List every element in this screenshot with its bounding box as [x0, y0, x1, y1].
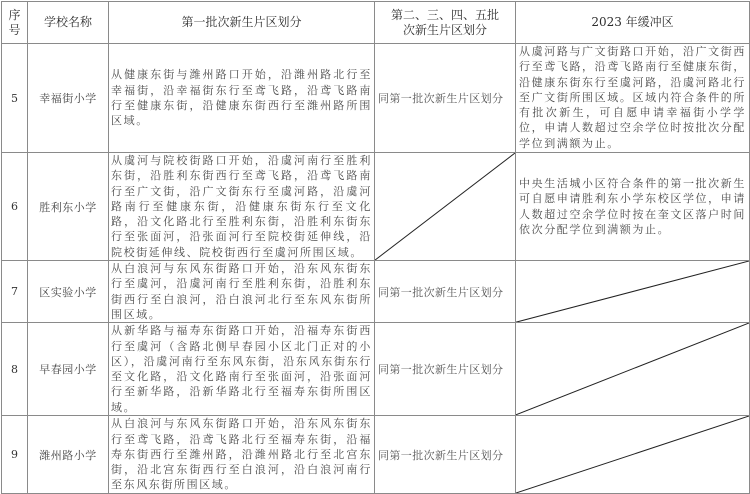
diagonal-slash — [516, 261, 749, 322]
table-row — [2, 416, 750, 494]
header-seq: 序号 — [2, 2, 28, 44]
header-school: 学校名称 — [28, 2, 109, 44]
table-row — [2, 261, 750, 323]
table-row — [2, 44, 750, 153]
batch1-area: 从健康东街与潍州路口开始，沿潍州路北行至幸福街，沿幸福街东行至鸢飞路，沿鸢飞路南行至健康东街，沿健康东街西行至潍州路所围区域。 — [109, 44, 375, 153]
school-name: 区实验小学 — [28, 261, 109, 323]
row-seq: 8 — [2, 323, 28, 416]
batch2to5-area-empty — [375, 153, 516, 261]
school-district-table — [1, 1, 750, 494]
buffer-zone: 中央生活城小区符合条件的第一批次新生可自愿申请胜利东小学东校区学位，申请人数超过空余学位时按在奎文区落户时间依次分配学位到满额为止。 — [516, 153, 750, 261]
diagonal-slash — [516, 323, 749, 415]
batch2to5-area: 同第一批次新生片区划分 — [375, 44, 516, 153]
batch1-area: 从虞河与院校街路口开始，沿虞河南行至胜利东街，沿胜利东街西行至鸢飞路，沿鸢飞路南行至广文街，沿广文街东行至虞河路，沿虞河路南行至健康东街，沿健康东街东行至文化路，沿文化路北行至胜利东街，沿胜利东街东行至张面河，沿张面河行至院校街延伸线，沿院校街延伸线、院校街西行至虞河所围区域。 — [109, 153, 375, 261]
header-buffer-2023: 2023 年缓冲区 — [516, 2, 750, 44]
buffer-zone: 从虞河路与广文街路口开始，沿广文街西行至鸢飞路，沿鸢飞路南行至健康东街，沿健康东街东行至虞河路，沿虞河路北行至广文街所围区域。区域内符合条件的所有批次新生，可自愿申请幸福街小学学位，申请人数超过空余学位时按批次分配学位到满额为止。 — [516, 44, 750, 153]
batch2to5-area: 同第一批次新生片区划分 — [375, 323, 516, 416]
diagonal-slash — [516, 416, 749, 493]
row-seq: 5 — [2, 44, 28, 153]
row-seq: 6 — [2, 153, 28, 261]
school-name: 潍州路小学 — [28, 416, 109, 494]
diagonal-slash — [375, 153, 515, 260]
school-name: 早春园小学 — [28, 323, 109, 416]
header-batch1: 第一批次新生片区划分 — [109, 2, 375, 44]
batch1-area: 从新华路与福寿东街路口开始，沿福寿东街西行至虞河（含路北侧早春园小区北门正对的小区），沿虞河南行至东风东街，沿东风东街东行至文化路，沿文化路南行至张面河，沿张面河行至新华路，沿新华路北行至福寿东街所围区域。 — [109, 323, 375, 416]
header-batch2to5: 第二、三、四、五批次新生片区划分 — [375, 2, 516, 44]
row-seq: 9 — [2, 416, 28, 494]
row-seq: 7 — [2, 261, 28, 323]
batch2to5-area: 同第一批次新生片区划分 — [375, 261, 516, 323]
table-row — [2, 323, 750, 416]
buffer-zone-empty — [516, 323, 750, 416]
buffer-zone-empty — [516, 261, 750, 323]
school-name: 胜利东小学 — [28, 153, 109, 261]
buffer-zone-empty — [516, 416, 750, 494]
table-row — [2, 153, 750, 261]
batch1-area: 从白浪河与东风东街路口开始，沿东风东街东行至鸢飞路，沿鸢飞路北行至福寿东街，沿福寿东街西行至潍州路，沿潍州路北行至北宫东街，沿北宫东街西行至白浪河，沿白浪河南行至东风东街所围区域。 — [109, 416, 375, 494]
batch1-area: 从白浪河与东风东街路口开始，沿东风东街东行至虞河，沿虞河南行至胜利东街，沿胜利东街西行至白浪河，沿白浪河北行至东风东街所围区域。 — [109, 261, 375, 323]
school-name: 幸福街小学 — [28, 44, 109, 153]
header-row — [2, 2, 750, 44]
batch2to5-area: 同第一批次新生片区划分 — [375, 416, 516, 494]
